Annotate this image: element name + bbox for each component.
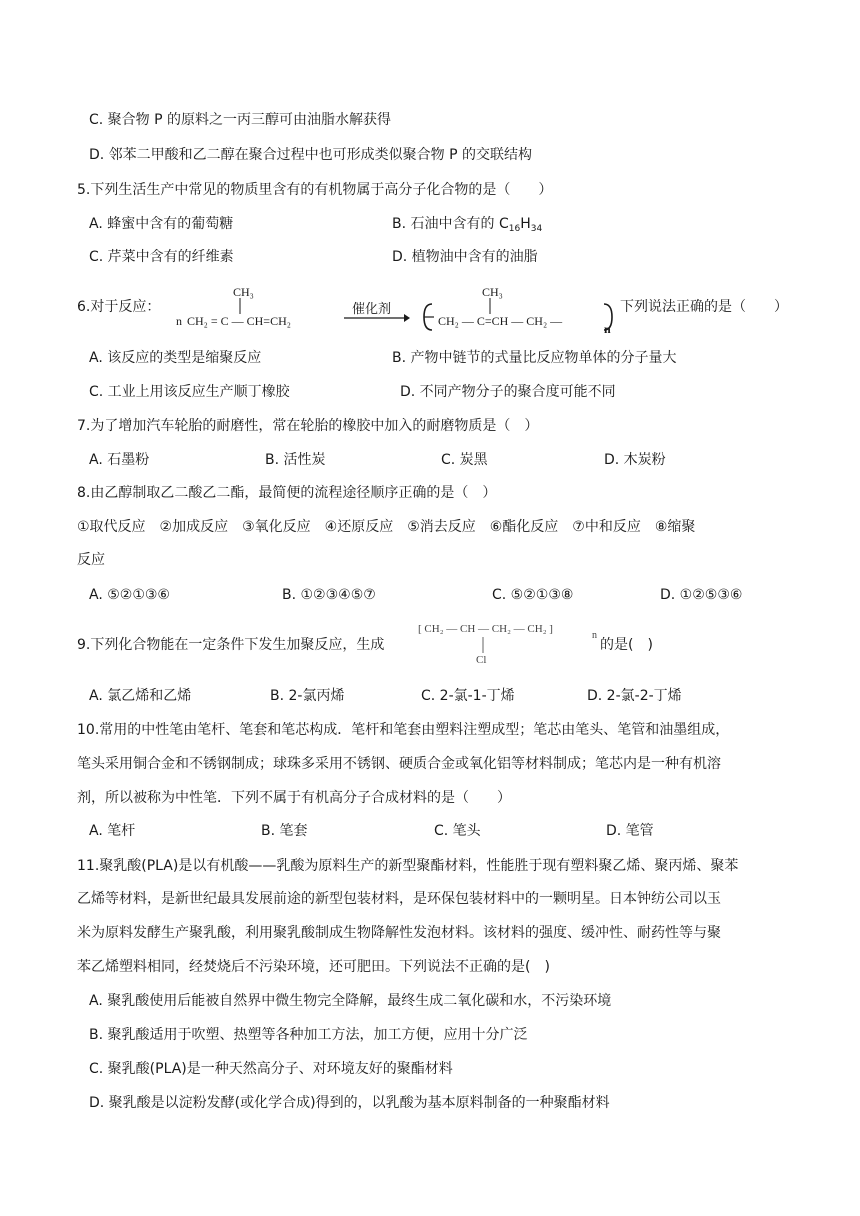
q10-option-b: B. 笔套 xyxy=(261,823,308,839)
q9-option-c: C. 2-氯-1-丁烯 xyxy=(421,688,515,704)
q4-option-c: C. 聚合物 P 的原料之一丙三醇可由油脂水解获得 xyxy=(89,112,392,128)
q8-stem: 8.由乙醇制取乙二酸乙二酯，最简便的流程途径顺序正确的是（ ） xyxy=(77,485,497,501)
q8-option-a: A. ⑤②①③⑥ xyxy=(89,587,170,603)
reactant-formula: CH₂ = C — CH=CH₂ xyxy=(187,314,291,328)
q5-option-c: C. 芹菜中含有的纤维素 xyxy=(89,249,234,265)
q7-option-c: C. 炭黑 xyxy=(441,452,488,468)
q9-option-b: B. 2-氯丙烯 xyxy=(270,688,345,704)
q9-option-d: D. 2-氯-2-丁烯 xyxy=(587,688,682,704)
reactant-bond-vertical xyxy=(238,298,242,314)
q10-option-c: C. 笔头 xyxy=(434,823,481,839)
product-formula: CH₂ — C=CH — CH₂ — xyxy=(438,314,563,328)
q6-option-b: B. 产物中链节的式量比反应物单体的分子量大 xyxy=(392,350,677,366)
q11-option-a: A. 聚乳酸使用后能被自然界中微生物完全降解，最终生成二氧化碳和水，不污染环境 xyxy=(89,993,612,1009)
q11-stem-line1: 11.聚乳酸(PLA)是以有机酸——乳酸为原料生产的新型聚酯材料，性能胜于现有塑料聚乙烯、聚丙烯、聚苯 xyxy=(77,858,739,874)
q9-option-a: A. 氯乙烯和乙烯 xyxy=(89,688,192,704)
q8-option-b: B. ①②③④⑤⑦ xyxy=(282,587,376,603)
q11-stem-line2: 乙烯等材料，是新世纪最具发展前途的新型包装材料，是环保包装材料中的一颗明星。日本钟纺公司以玉 xyxy=(77,891,721,907)
product-n: n xyxy=(604,322,611,336)
q11-stem-line4: 苯乙烯塑料相同，经焚烧后不污染环境，还可肥田。下列说法不正确的是( ) xyxy=(77,959,550,975)
q11-stem-line3: 米为原料发酵生产聚乳酸，利用聚乳酸制成生物降解性发泡材料。该材料的强度、缓冲性、耐药性等与聚 xyxy=(77,925,721,941)
q10-option-d: D. 笔管 xyxy=(606,823,654,839)
reactant-ch3: CH₃ xyxy=(233,285,254,299)
q7-option-b: B. 活性炭 xyxy=(265,452,326,468)
q5-stem: 5.下列生活生产中常见的物质里含有的有机物属于高分子化合物的是（ ） xyxy=(77,182,553,198)
catalyst-label: 催化剂 xyxy=(352,302,392,317)
q11-option-b: B. 聚乳酸适用于吹塑、热塑等各种加工方法，加工方便，应用十分广泛 xyxy=(89,1027,528,1043)
q5-option-b: B. 石油中含有的 $C_{16}H_{34}$ xyxy=(392,216,543,234)
q6-option-c: C. 工业上用该反应生产顺丁橡胶 xyxy=(89,384,290,400)
q10-stem-line3: 剂，所以被称为中性笔．下列不属于有机高分子合成材料的是（ ） xyxy=(77,790,511,806)
product-ch3: CH₃ xyxy=(482,285,503,299)
q6-stem-post: 下列说法正确的是（ ） xyxy=(620,299,788,315)
q6-option-a: A. 该反应的类型是缩聚反应 xyxy=(89,350,262,366)
q11-option-d: D. 聚乳酸是以淀粉发酵(或化学合成)得到的，以乳酸为基本原料制备的一种聚酯材料 xyxy=(89,1095,610,1111)
q7-option-d: D. 木炭粉 xyxy=(604,452,666,468)
q9-stem-pre: 9.下列化合物能在一定条件下发生加聚反应，生成 xyxy=(77,637,385,653)
polymer-bond-vertical xyxy=(481,637,485,653)
polymer-n: n xyxy=(592,630,597,641)
q8-option-c: C. ⑤②①③⑧ xyxy=(492,587,574,603)
q8-reaction-list-line2: 反应 xyxy=(77,552,105,568)
q6-stem-pre: 6.对于反应： xyxy=(77,299,161,315)
q7-stem: 7.为了增加汽车轮胎的耐磨性，常在轮胎的橡胶中加入的耐磨物质是（ ） xyxy=(77,418,539,434)
q10-stem-line2: 笔头采用铜合金和不锈钢制成；球珠多采用不锈钢、硬质合金或氧化铝等材料制成；笔芯内是一种有机溶 xyxy=(77,756,721,772)
q5-option-d: D. 植物油中含有的油脂 xyxy=(392,249,538,265)
q8-option-d: D. ①②⑤③⑥ xyxy=(660,587,743,603)
q8-reaction-list-line1: ①取代反应 ②加成反应 ③氧化反应 ④还原反应 ⑤消去反应 ⑥酯化反应 ⑦中和反应 ⑧缩聚 xyxy=(77,519,696,535)
q11-option-c: C. 聚乳酸(PLA)是一种天然高分子、对环境友好的聚酯材料 xyxy=(89,1061,453,1077)
q4-option-d: D. 邻苯二甲酸和乙二醇在聚合过程中也可形成类似聚合物 P 的交联结构 xyxy=(89,147,533,163)
q9-stem-post: 的是( ) xyxy=(600,637,653,653)
q10-stem-line1: 10.常用的中性笔由笔杆、笔套和笔芯构成．笔杆和笔套由塑料注塑成型；笔芯由笔头、笔管和油墨组成， xyxy=(77,722,730,738)
q10-option-a: A. 笔杆 xyxy=(89,823,136,839)
polymer-chain: [ CH₂ — CH — CH₂ — CH₂ ] xyxy=(418,623,553,635)
polymer-cl: Cl xyxy=(476,654,487,666)
reaction-arrow-icon xyxy=(344,313,410,323)
q5-option-a: A. 蜂蜜中含有的葡萄糖 xyxy=(89,216,234,232)
q7-option-a: A. 石墨粉 xyxy=(89,452,150,468)
q6-option-d: D. 不同产物分子的聚合度可能不同 xyxy=(400,384,616,400)
reactant-n: n xyxy=(176,314,182,328)
